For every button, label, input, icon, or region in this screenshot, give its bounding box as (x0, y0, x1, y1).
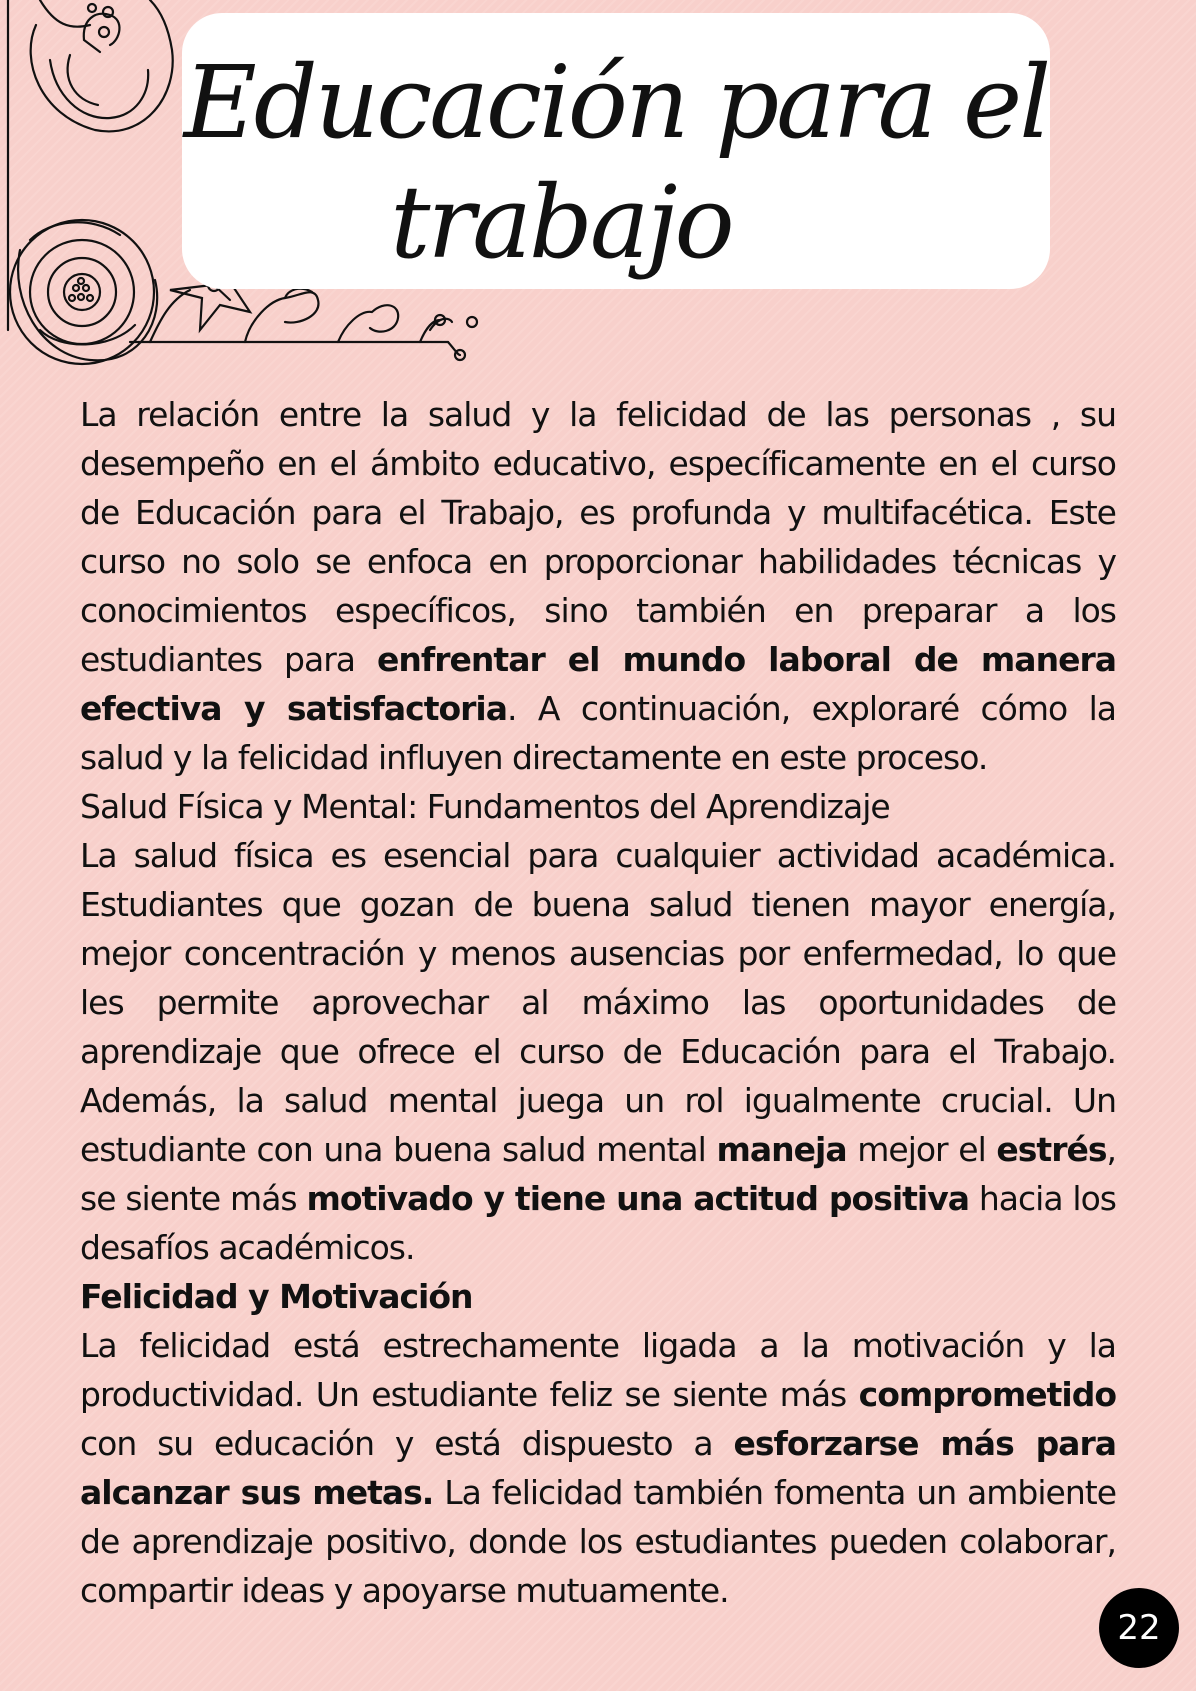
emphasis-text: comprometido (858, 1375, 1116, 1414)
article-body (80, 390, 1116, 1615)
page-title-line-2: trabajo (390, 164, 732, 281)
title-card (182, 13, 1050, 289)
health-paragraph: La salud física es esencial para cualquier actividad académica. Estudiantes que gozan de buena salud tienen mayor energía, mejor concentración y menos ausencias por enfermedad, lo que les permite aprovechar al máximo las oportunidades de aprendizaje que ofrece el curso de Educación para el Trabajo. Además, la salud mental juega un rol igualmente crucial. Un estudiante con una buena salud mental maneja mejor el estrés, se siente más motivado y tiene una actitud positiva hacia los desafíos académicos. (80, 836, 1116, 1267)
page-number-badge: 22 (1099, 1588, 1179, 1668)
emphasis-text: motivado y tiene una actitud positiva (306, 1179, 970, 1218)
section-heading-happiness: Felicidad y Motivación (80, 1277, 473, 1316)
emphasis-text: esforzarse más para alcanzar sus metas. (80, 1424, 1116, 1512)
intro-paragraph: La relación entre la salud y la felicidad de las personas , su desempeño en el ámbito educativo, específicamente en el curso de Educación para el Trabajo, es profunda y multifacética. Este curso no solo se enfoca en proporcionar habilidades técnicas y conocimientos específicos, sino también en preparar a los estudiantes para enfrentar el mundo laboral de manera efectiva y satisfactoria. A continuación, exploraré cómo la salud y la felicidad influyen directamente en este proceso. (80, 395, 1116, 777)
emphasis-text: estrés (996, 1130, 1107, 1169)
emphasis-text: maneja (716, 1130, 847, 1169)
happiness-paragraph: La felicidad está estrechamente ligada a la motivación y la productividad. Un estudiante feliz se siente más comprometido con su educación y está dispuesto a esforzarse más para alcanzar sus metas. La felicidad también fomenta un ambiente de aprendizaje positivo, donde los estudiantes pueden colaborar, compartir ideas y apoyarse mutuamente. (80, 1326, 1116, 1610)
page-title-line-1: Educación para el (183, 44, 1049, 161)
emphasis-text: enfrentar el mundo laboral de manera efectiva y satisfactoria (80, 640, 1116, 728)
section-heading-health: Salud Física y Mental: Fundamentos del Aprendizaje (80, 787, 890, 826)
